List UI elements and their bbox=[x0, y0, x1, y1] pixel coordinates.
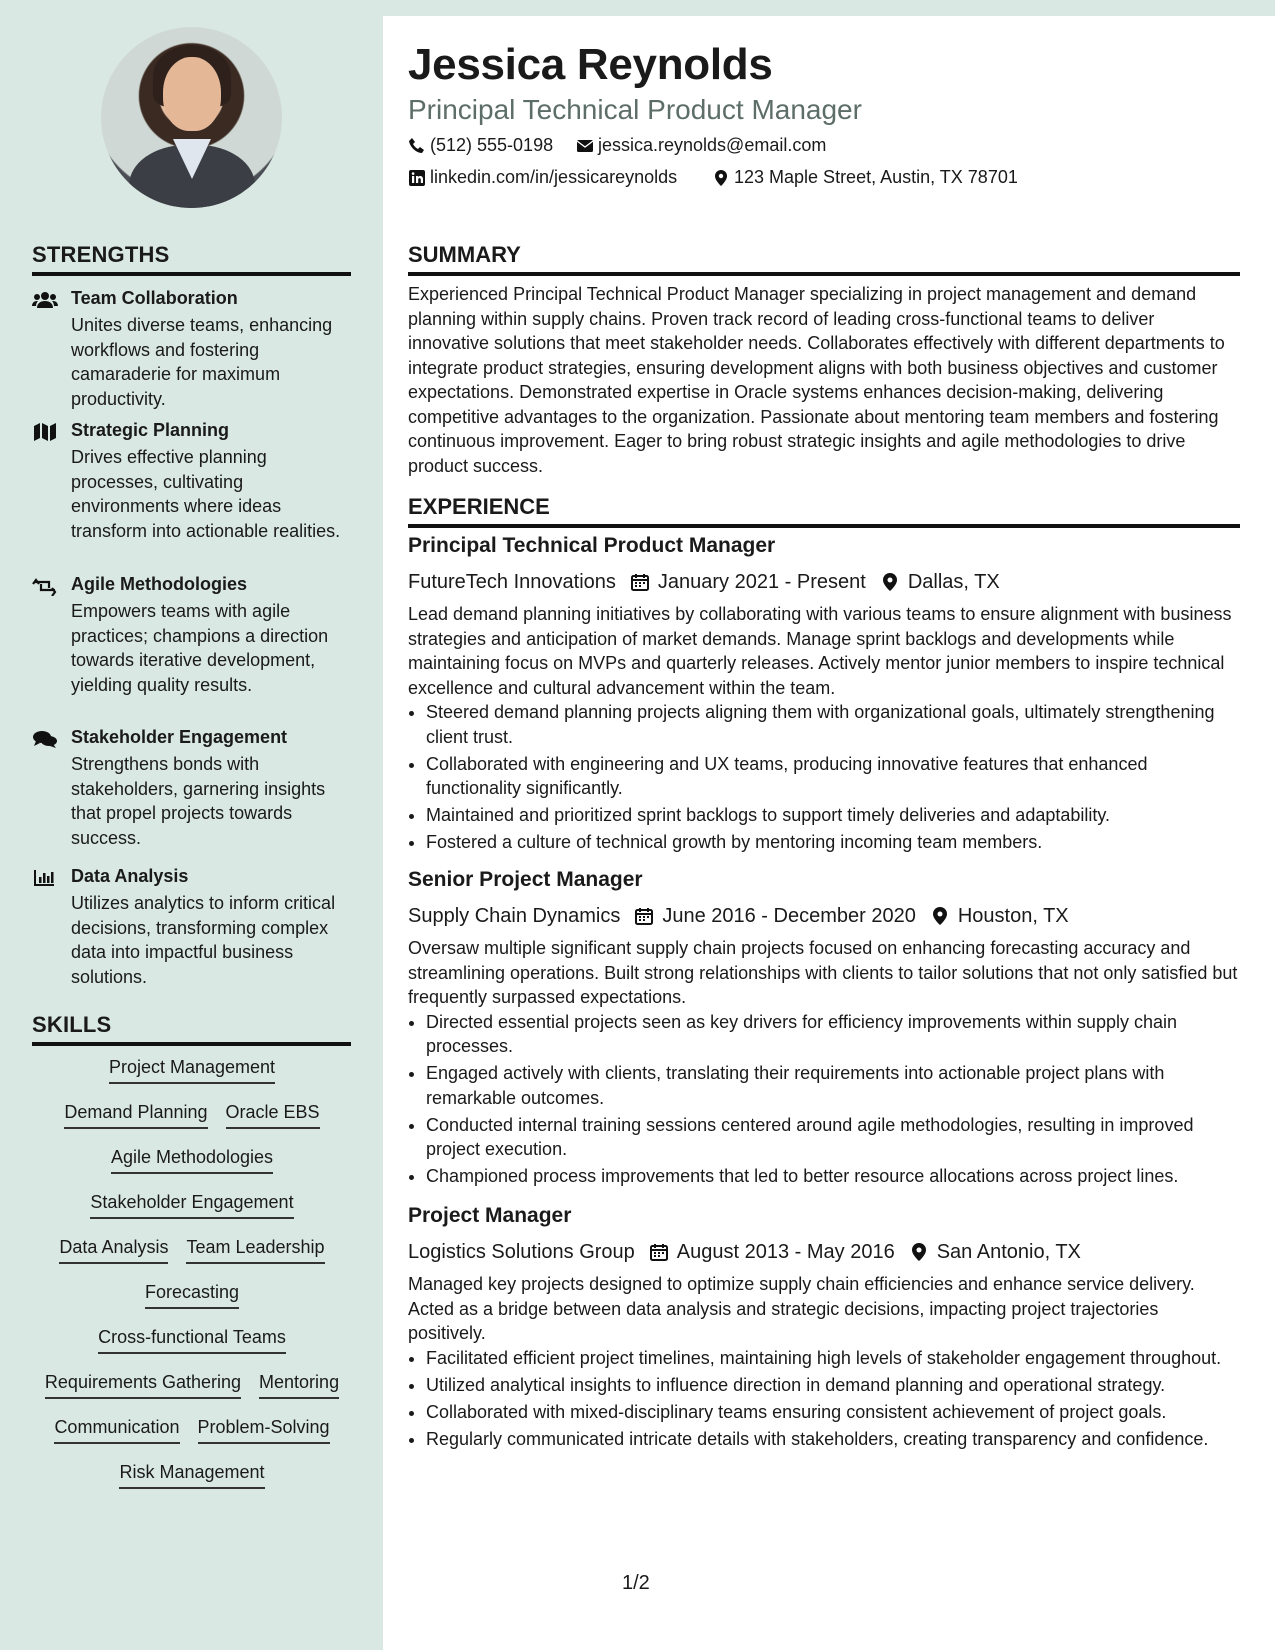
job-bullet: • Regularly communicated intricate details with stakeholders, creating transparency and confidence. bbox=[426, 1427, 1240, 1452]
job-dates: June 2016 - December 2020 bbox=[662, 904, 916, 927]
job-dates: August 2013 - May 2016 bbox=[676, 1240, 895, 1263]
strength-title: Strategic Planning bbox=[71, 420, 230, 440]
job-meta bbox=[408, 900, 1240, 932]
candidate-name: Jessica Reynolds bbox=[408, 40, 773, 89]
company-name: FutureTech Innovations bbox=[408, 570, 616, 593]
summary-text: Experienced Principal Technical Product Manager specializing in project management and demand planning within supply chains. Proven track record of leading cross-functional teams to deliver innovative solutions that meet stakeholder needs. Collaborates effectively with different departments to integrate product strategies, ensuring development aligns with both business objectives and customer expectations. Demonstrated expertise in Oracle systems enhances decision-making, delivering competitive advantages to the organization. Passionate about mentoring team members and fostering continuous improvement. Eager to bring robust strategic insights and agile methodologies to drive product success. bbox=[408, 284, 1225, 476]
job-bullet: • Facilitated efficient project timelines, maintaining high levels of stakeholder engagement throughout. bbox=[426, 1346, 1240, 1371]
calendar-icon bbox=[649, 1242, 669, 1262]
strength-item bbox=[32, 420, 352, 560]
calendar-icon bbox=[630, 572, 650, 592]
strength-item bbox=[32, 288, 352, 408]
summary-heading: SUMMARY bbox=[408, 242, 1240, 276]
job-bullet: • Directed essential projects seen as key drivers for efficiency improvements within supply chain processes. bbox=[426, 1010, 1240, 1059]
strengths-heading: STRENGTHS bbox=[32, 242, 351, 276]
calendar-icon bbox=[634, 906, 654, 926]
job-meta bbox=[408, 1236, 1240, 1268]
job-description: Oversaw multiple significant supply chain projects focused on enhancing forecasting accuracy and streamlining operations. Built strong relationships with clients to tailor solutions that not only satisfied but frequently surpassed expectations. bbox=[408, 938, 1238, 1007]
job-bullet: • Collaborated with engineering and UX teams, producing innovative features that enhanced functionality significantly. bbox=[426, 752, 1240, 801]
strength-title: Team Collaboration bbox=[71, 288, 238, 308]
job-bullet: • Utilized analytical insights to influence direction in demand planning and operational strategy. bbox=[426, 1373, 1240, 1398]
strength-text: Empowers teams with agile practices; champions a direction towards iterative development, yielding quality results. bbox=[71, 601, 329, 695]
experience-entry bbox=[408, 534, 1240, 857]
profile-photo bbox=[101, 27, 282, 208]
job-description: Lead demand planning initiatives by collaborating with various teams to ensure alignment with business strategies and anticipation of market demands. Manage sprint backlogs and developments while maintaining focus on MVPs and quarterly releases. Actively mentor junior members to inspire technical excellence and cultural advancement within the team. bbox=[408, 604, 1232, 698]
map-marker-icon bbox=[712, 169, 730, 187]
strength-item bbox=[32, 574, 352, 694]
job-bullet: • Fostered a culture of technical growth by mentoring incoming team members. bbox=[426, 830, 1240, 855]
skill-tag: Oracle EBS bbox=[226, 1102, 320, 1129]
strength-text: Drives effective planning processes, cultivating environments where ideas transform into actionable realities. bbox=[71, 447, 341, 541]
email-contact[interactable] bbox=[576, 135, 826, 156]
job-title: Principal Technical Product Manager bbox=[408, 534, 776, 557]
skill-tag: Problem-Solving bbox=[198, 1417, 330, 1444]
job-location: San Antonio, TX bbox=[936, 1240, 1081, 1263]
job-bullets bbox=[408, 1346, 1240, 1452]
company-name: Supply Chain Dynamics bbox=[408, 904, 621, 927]
skill-tag: Requirements Gathering bbox=[45, 1372, 241, 1399]
retweet-icon bbox=[32, 576, 58, 596]
map-icon bbox=[32, 422, 58, 442]
skill-tag: Data Analysis bbox=[59, 1237, 168, 1264]
skill-tag: Team Leadership bbox=[186, 1237, 324, 1264]
job-description: Managed key projects designed to optimize supply chain efficiencies and enhance service delivery. Acted as a bridge between data analysis and strategic decisions, impacting project trajectories positively. bbox=[408, 1274, 1195, 1343]
skill-tag: Project Management bbox=[109, 1057, 275, 1084]
strength-text: Unites diverse teams, enhancing workflows and fostering camaraderie for maximum productivity. bbox=[71, 315, 333, 409]
email-text[interactable]: jessica.reynolds@email.com bbox=[598, 135, 827, 155]
strength-item bbox=[32, 866, 352, 986]
strength-item bbox=[32, 727, 352, 847]
job-bullet: • Engaged actively with clients, translating their requirements into actionable project plans with remarkable outcomes. bbox=[426, 1061, 1240, 1110]
phone-text: (512) 555-0198 bbox=[430, 135, 554, 155]
job-location: Dallas, TX bbox=[907, 570, 1000, 593]
users-icon bbox=[32, 290, 58, 310]
skill-tag: Stakeholder Engagement bbox=[90, 1192, 293, 1219]
job-title: Project Manager bbox=[408, 1204, 572, 1227]
linkedin-text[interactable]: linkedin.com/in/jessicareynolds bbox=[430, 167, 678, 187]
skills-list bbox=[32, 1057, 352, 1507]
comments-icon bbox=[32, 729, 58, 749]
page-number: 1/2 bbox=[622, 1572, 650, 1594]
experience-entry bbox=[408, 1204, 1240, 1454]
job-bullet: • Championed process improvements that led to better resource allocations across project lines. bbox=[426, 1164, 1240, 1189]
phone-contact bbox=[408, 135, 553, 156]
job-bullets bbox=[408, 1010, 1240, 1189]
strength-text: Strengthens bonds with stakeholders, garnering insights that propel projects towards success. bbox=[71, 754, 326, 848]
company-name: Logistics Solutions Group bbox=[408, 1240, 635, 1263]
strength-title: Data Analysis bbox=[71, 866, 189, 886]
job-title: Senior Project Manager bbox=[408, 868, 643, 891]
skill-tag: Risk Management bbox=[119, 1462, 264, 1489]
job-bullet: • Conducted internal training sessions centered around agile methodologies, resulting in improved project execution. bbox=[426, 1113, 1240, 1162]
job-bullet: • Maintained and prioritized sprint backlogs to support timely deliveries and adaptability. bbox=[426, 803, 1240, 828]
candidate-title: Principal Technical Product Manager bbox=[408, 94, 862, 125]
address-text: 123 Maple Street, Austin, TX 78701 bbox=[734, 167, 1018, 187]
map-marker-icon bbox=[930, 906, 950, 926]
skill-tag: Cross-functional Teams bbox=[98, 1327, 286, 1354]
map-marker-icon bbox=[880, 572, 900, 592]
phone-icon bbox=[408, 137, 426, 155]
skill-tag: Communication bbox=[54, 1417, 179, 1444]
job-dates: January 2021 - Present bbox=[657, 570, 866, 593]
skill-tag: Forecasting bbox=[145, 1282, 239, 1309]
address-contact bbox=[712, 167, 1018, 188]
linkedin-icon bbox=[408, 169, 426, 187]
skill-tag: Agile Methodologies bbox=[111, 1147, 273, 1174]
strength-title: Agile Methodologies bbox=[71, 574, 248, 594]
experience-heading: EXPERIENCE bbox=[408, 494, 1240, 528]
envelope-icon bbox=[576, 137, 594, 155]
skill-tag: Demand Planning bbox=[64, 1102, 207, 1129]
job-bullet: • Steered demand planning projects aligning them with organizational goals, ultimately strengthening client trust. bbox=[426, 700, 1240, 749]
job-bullet: • Collaborated with mixed-disciplinary teams ensuring consistent achievement of project goals. bbox=[426, 1400, 1240, 1425]
map-marker-icon bbox=[909, 1242, 929, 1262]
job-location: Houston, TX bbox=[957, 904, 1069, 927]
linkedin-contact[interactable] bbox=[408, 167, 677, 188]
strength-text: Utilizes analytics to inform critical decisions, transforming complex data into impactful business solutions. bbox=[71, 893, 336, 987]
job-meta bbox=[408, 566, 1240, 598]
job-bullets bbox=[408, 700, 1240, 855]
skill-tag: Mentoring bbox=[259, 1372, 339, 1399]
experience-entry bbox=[408, 868, 1240, 1191]
strength-title: Stakeholder Engagement bbox=[71, 727, 288, 747]
bar-chart-icon bbox=[32, 868, 58, 888]
skills-heading: SKILLS bbox=[32, 1012, 351, 1046]
